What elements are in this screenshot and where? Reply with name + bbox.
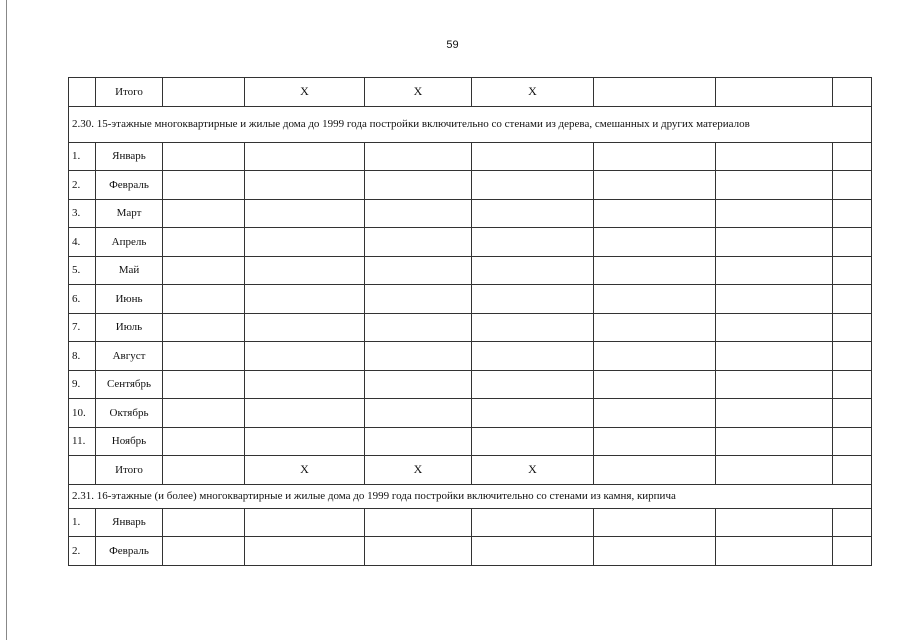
table-cell [472, 256, 594, 285]
month-label: Август [96, 342, 163, 371]
table-cell [833, 171, 872, 200]
table-row [69, 199, 872, 228]
section-title: 2.30. 15-этажные многоквартирные и жилые дома до 1999 года постройки включительно со стенами из дерева, смешанных и других материалов [69, 106, 872, 142]
table-cell [833, 399, 872, 428]
row-number [69, 78, 96, 107]
table-cell [472, 370, 594, 399]
section-heading-row [69, 484, 872, 508]
table-cell [594, 199, 716, 228]
table-cell [245, 228, 365, 257]
table-cell [163, 456, 245, 485]
table-cell [594, 285, 716, 314]
total-label: Итого [96, 78, 163, 107]
table-row [69, 399, 872, 428]
table-cell [833, 537, 872, 566]
month-label: Июнь [96, 285, 163, 314]
table-cell [163, 508, 245, 537]
month-label: Март [96, 199, 163, 228]
month-label: Апрель [96, 228, 163, 257]
row-number: 8. [69, 342, 96, 371]
table-cell [163, 256, 245, 285]
table-cell [833, 342, 872, 371]
table-cell [163, 199, 245, 228]
x-mark: Х [365, 456, 472, 485]
table-cell [716, 256, 833, 285]
table-cell [594, 456, 716, 485]
table-cell [365, 256, 472, 285]
table-cell [245, 537, 365, 566]
table-cell [245, 142, 365, 171]
row-number: 6. [69, 285, 96, 314]
table-cell [716, 427, 833, 456]
table-row [69, 537, 872, 566]
table-cell [245, 508, 365, 537]
x-mark: Х [472, 456, 594, 485]
table-cell [716, 228, 833, 257]
table-cell [716, 142, 833, 171]
table-row [69, 142, 872, 171]
table-cell [472, 142, 594, 171]
table-cell [833, 370, 872, 399]
section-title: 2.31. 16-этажные (и более) многоквартирные и жилые дома до 1999 года постройки включительно со стенами из камня, кирпича [69, 484, 872, 508]
table-row [69, 228, 872, 257]
table-row [69, 370, 872, 399]
row-number: 1. [69, 508, 96, 537]
table-cell [594, 142, 716, 171]
table-cell [472, 285, 594, 314]
month-label: Июль [96, 313, 163, 342]
table-cell [833, 313, 872, 342]
table-cell [365, 508, 472, 537]
table-cell [833, 142, 872, 171]
month-label: Май [96, 256, 163, 285]
table-row [69, 313, 872, 342]
table-cell [833, 285, 872, 314]
table-row [69, 285, 872, 314]
table-cell [594, 342, 716, 371]
x-mark: Х [472, 78, 594, 107]
table-cell [365, 342, 472, 371]
table-cell [716, 342, 833, 371]
table-cell [833, 199, 872, 228]
total-label: Итого [96, 456, 163, 485]
table-cell [472, 399, 594, 428]
table-cell [833, 508, 872, 537]
total-row [69, 456, 872, 485]
tariff-table [68, 77, 872, 566]
table-cell [163, 228, 245, 257]
table-cell [472, 313, 594, 342]
top-total-row [69, 78, 872, 107]
table-row [69, 508, 872, 537]
table-cell [472, 427, 594, 456]
table-cell [716, 313, 833, 342]
row-number: 4. [69, 228, 96, 257]
row-number: 10. [69, 399, 96, 428]
month-label: Январь [96, 508, 163, 537]
table-cell [472, 228, 594, 257]
table-row [69, 342, 872, 371]
table-body [69, 78, 872, 566]
month-label: Ноябрь [96, 427, 163, 456]
row-number [69, 456, 96, 485]
table-cell [163, 427, 245, 456]
table-cell [594, 171, 716, 200]
row-number: 9. [69, 370, 96, 399]
table-cell [365, 399, 472, 428]
table-cell [594, 228, 716, 257]
table-cell [833, 78, 872, 107]
table-cell [716, 370, 833, 399]
table-cell [245, 399, 365, 428]
month-label: Сентябрь [96, 370, 163, 399]
table-cell [365, 313, 472, 342]
table-cell [833, 228, 872, 257]
table-cell [365, 228, 472, 257]
table-cell [472, 342, 594, 371]
table-cell [245, 313, 365, 342]
table-cell [594, 399, 716, 428]
table-cell [163, 285, 245, 314]
table-cell [472, 171, 594, 200]
table-row [69, 427, 872, 456]
table-cell [594, 508, 716, 537]
table-cell [245, 199, 365, 228]
table-cell [594, 370, 716, 399]
x-mark: Х [245, 456, 365, 485]
table-cell [833, 427, 872, 456]
x-mark: Х [365, 78, 472, 107]
row-number: 11. [69, 427, 96, 456]
table-cell [245, 171, 365, 200]
table-cell [365, 171, 472, 200]
table-cell [716, 399, 833, 428]
row-number: 7. [69, 313, 96, 342]
table-cell [163, 171, 245, 200]
table-cell [594, 537, 716, 566]
table-cell [365, 199, 472, 228]
table-cell [472, 199, 594, 228]
table-cell [365, 370, 472, 399]
table-cell [245, 285, 365, 314]
table-cell [833, 456, 872, 485]
table-cell [594, 78, 716, 107]
table-cell [716, 285, 833, 314]
table-cell [594, 427, 716, 456]
table-cell [594, 256, 716, 285]
table-cell [716, 456, 833, 485]
row-number: 2. [69, 537, 96, 566]
table-cell [163, 370, 245, 399]
table-cell [833, 256, 872, 285]
row-number: 3. [69, 199, 96, 228]
table-cell [716, 78, 833, 107]
row-number: 5. [69, 256, 96, 285]
row-number: 2. [69, 171, 96, 200]
table-cell [163, 342, 245, 371]
table-cell [716, 537, 833, 566]
month-label: Февраль [96, 171, 163, 200]
table-cell [163, 537, 245, 566]
page-number: 59 [446, 39, 459, 51]
table-row [69, 256, 872, 285]
table-cell [594, 313, 716, 342]
table-cell [163, 313, 245, 342]
table-row [69, 171, 872, 200]
month-label: Февраль [96, 537, 163, 566]
table-cell [472, 537, 594, 566]
x-mark: Х [245, 78, 365, 107]
table-cell [365, 142, 472, 171]
section-heading-row [69, 106, 872, 142]
table-cell [163, 78, 245, 107]
table-cell [245, 256, 365, 285]
table-cell [245, 427, 365, 456]
table-cell [716, 508, 833, 537]
month-label: Январь [96, 142, 163, 171]
table-cell [716, 171, 833, 200]
table-cell [472, 508, 594, 537]
table-cell [716, 199, 833, 228]
table-cell [163, 399, 245, 428]
table-cell [245, 342, 365, 371]
table-cell [245, 370, 365, 399]
table-cell [365, 285, 472, 314]
page-left-edge [6, 0, 7, 640]
row-number: 1. [69, 142, 96, 171]
table-cell [365, 537, 472, 566]
table-cell [365, 427, 472, 456]
month-label: Октябрь [96, 399, 163, 428]
table-cell [163, 142, 245, 171]
